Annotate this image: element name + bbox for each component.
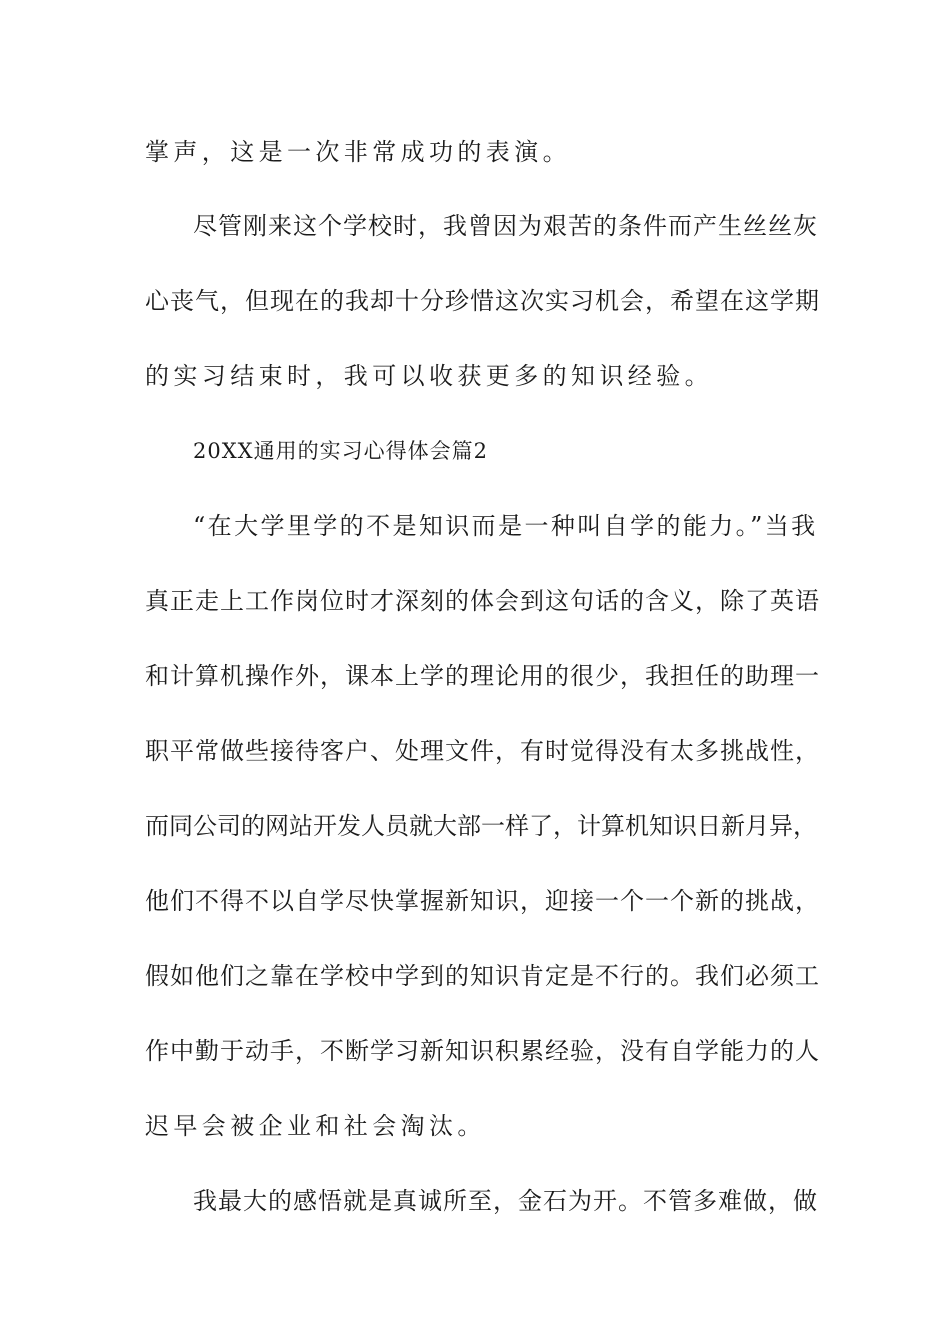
section-heading: 20XX通用的实习心得体会篇2 xyxy=(193,439,488,463)
paragraph-line: 他们不得不以自学尽快掌握新知识，迎接一个一个新的挑战， xyxy=(145,887,820,915)
paragraph-line: 掌声，这是一次非常成功的表演。 xyxy=(145,138,571,166)
paragraph-line: 的实习结束时，我可以收获更多的知识经验。 xyxy=(145,362,713,390)
paragraph-line: 尽管刚来这个学校时，我曾因为艰苦的条件而产生丝丝灰 xyxy=(193,212,818,240)
paragraph-line: “在大学里学的不是知识而是一种叫自学的能力。”当我 xyxy=(193,512,818,540)
paragraph-line: 而同公司的网站开发人员就大部一样了，计算机知识日新月异， xyxy=(145,812,817,840)
paragraph-line: 作中勤于动手，不断学习新知识积累经验，没有自学能力的人 xyxy=(145,1037,820,1065)
paragraph-line: 心丧气，但现在的我却十分珍惜这次实习机会，希望在这学期 xyxy=(145,287,820,315)
paragraph-line: 迟早会被企业和社会淘汰。 xyxy=(145,1112,486,1140)
paragraph-line: 职平常做些接待客户、处理文件，有时觉得没有太多挑战性， xyxy=(145,737,820,765)
paragraph-line: 和计算机操作外，课本上学的理论用的很少，我担任的助理一 xyxy=(145,662,820,690)
paragraph-line: 假如他们之靠在学校中学到的知识肯定是不行的。我们必须工 xyxy=(145,962,820,990)
paragraph-line: 真正走上工作岗位时才深刻的体会到这句话的含义，除了英语 xyxy=(145,587,820,615)
paragraph-line: 我最大的感悟就是真诚所至，金石为开。不管多难做，做 xyxy=(193,1187,818,1215)
